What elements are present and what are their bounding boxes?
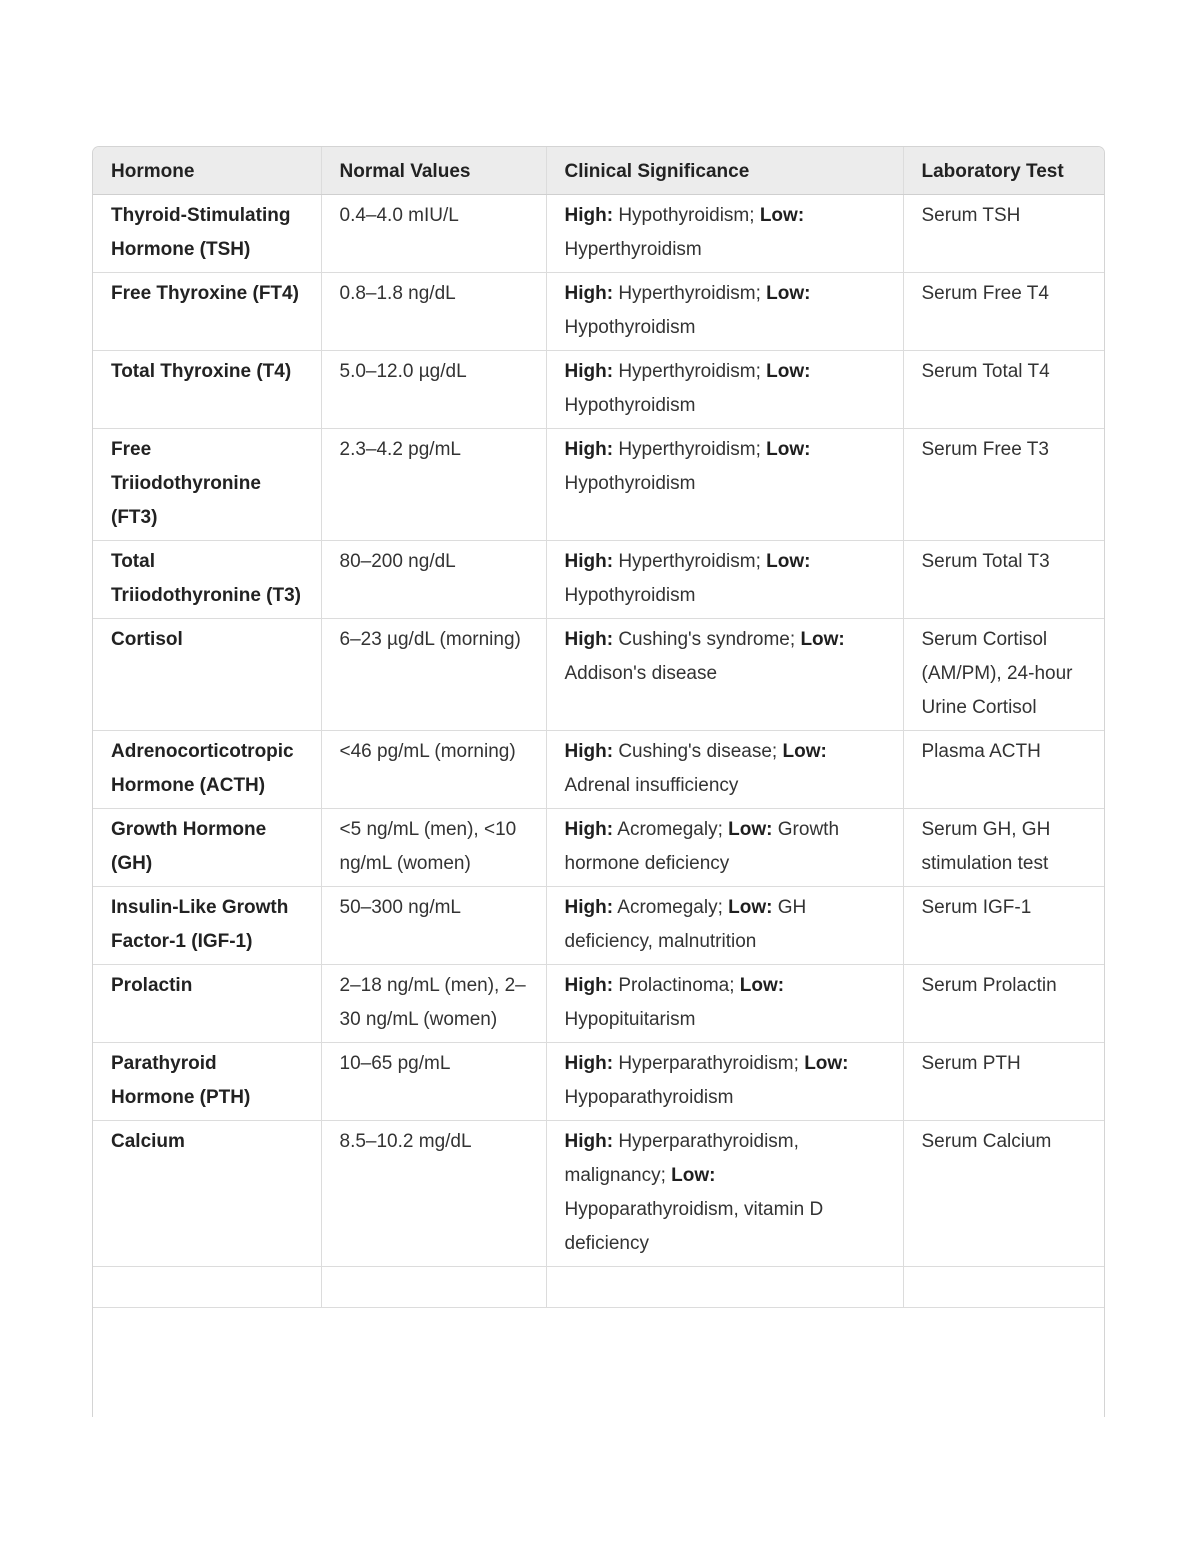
- high-label: High:: [564, 819, 614, 840]
- table-row: [93, 1043, 1104, 1121]
- cell-laboratory-test: Plasma ACTH: [903, 731, 1104, 809]
- cell-clinical-significance: [546, 619, 903, 731]
- cell-laboratory-test: Serum Calcium: [903, 1121, 1104, 1267]
- table-row: [93, 541, 1104, 619]
- cell-laboratory-test: Serum Prolactin: [903, 965, 1104, 1043]
- low-label: Low:: [766, 551, 811, 572]
- high-text: Hyperthyroidism;: [618, 439, 761, 460]
- empty-cell: [903, 1267, 1104, 1308]
- cell-clinical-significance: [546, 1121, 903, 1267]
- high-label: High:: [564, 741, 614, 762]
- high-text: Hyperthyroidism;: [618, 551, 761, 572]
- header-hormone: Hormone: [93, 147, 321, 195]
- empty-cell: [321, 1267, 546, 1308]
- high-label: High:: [564, 439, 614, 460]
- low-text: Hyperthyroidism: [564, 239, 702, 260]
- low-text: Addison's disease: [564, 663, 718, 684]
- cell-laboratory-test: Serum GH, GH stimulation test: [903, 809, 1104, 887]
- table-row: [93, 429, 1104, 541]
- hormone-table: [93, 147, 1104, 1308]
- low-label: Low:: [766, 439, 811, 460]
- header-row: [93, 147, 1104, 195]
- high-text: Hyperparathyroidism, malignancy;: [564, 1131, 799, 1186]
- cell-clinical-significance: [546, 273, 903, 351]
- high-label: High:: [564, 1131, 614, 1152]
- low-text: Growth hormone deficiency: [564, 819, 840, 874]
- high-text: Hyperparathyroidism;: [618, 1053, 799, 1074]
- table-row-cutoff: [93, 1267, 1104, 1308]
- cell-clinical-significance: [546, 809, 903, 887]
- cell-clinical-significance: [546, 541, 903, 619]
- cell-normal-values: 10–65 pg/mL: [321, 1043, 546, 1121]
- high-label: High:: [564, 629, 614, 650]
- cell-hormone: Total Triiodothyronine (T3): [93, 541, 321, 619]
- low-text: Hypothyroidism: [564, 473, 696, 494]
- high-text: Cushing's syndrome;: [618, 629, 796, 650]
- low-label: Low:: [804, 1053, 849, 1074]
- low-text: Hypoparathyroidism, vitamin D deficiency: [564, 1199, 824, 1254]
- cell-clinical-significance: [546, 195, 903, 273]
- cell-hormone: Free Thyroxine (FT4): [93, 273, 321, 351]
- cell-normal-values: <46 pg/mL (morning): [321, 731, 546, 809]
- cell-normal-values: 50–300 ng/mL: [321, 887, 546, 965]
- high-text: Acromegaly;: [617, 897, 723, 918]
- cell-laboratory-test: Serum Free T4: [903, 273, 1104, 351]
- low-text: GH deficiency, malnutrition: [564, 897, 807, 952]
- cell-hormone: Free Triiodothyronine (FT3): [93, 429, 321, 541]
- cell-normal-values: 80–200 ng/dL: [321, 541, 546, 619]
- cell-hormone: Growth Hormone (GH): [93, 809, 321, 887]
- cell-laboratory-test: Serum Cortisol (AM/PM), 24-hour Urine Cortisol: [903, 619, 1104, 731]
- table-row: [93, 351, 1104, 429]
- high-text: Hyperthyroidism;: [618, 361, 761, 382]
- table-row: [93, 273, 1104, 351]
- cell-clinical-significance: [546, 731, 903, 809]
- cell-hormone: Calcium: [93, 1121, 321, 1267]
- hormone-table-container: [92, 146, 1105, 1417]
- cell-clinical-significance: [546, 351, 903, 429]
- high-label: High:: [564, 551, 614, 572]
- cell-laboratory-test: Serum IGF-1: [903, 887, 1104, 965]
- table-row: [93, 809, 1104, 887]
- cell-clinical-significance: [546, 429, 903, 541]
- low-label: Low:: [800, 629, 845, 650]
- high-label: High:: [564, 361, 614, 382]
- cell-clinical-significance: [546, 887, 903, 965]
- header-laboratory-test: Laboratory Test: [903, 147, 1104, 195]
- cell-laboratory-test: Serum Free T3: [903, 429, 1104, 541]
- empty-cell: [93, 1267, 321, 1308]
- cell-hormone: Prolactin: [93, 965, 321, 1043]
- low-label: Low:: [671, 1165, 716, 1186]
- low-label: Low:: [766, 361, 811, 382]
- cell-normal-values: 8.5–10.2 mg/dL: [321, 1121, 546, 1267]
- cell-hormone: Cortisol: [93, 619, 321, 731]
- cell-hormone: Total Thyroxine (T4): [93, 351, 321, 429]
- cell-hormone: Thyroid-Stimulating Hormone (TSH): [93, 195, 321, 273]
- low-text: Hypothyroidism: [564, 317, 696, 338]
- low-text: Hypoparathyroidism: [564, 1087, 734, 1108]
- low-text: Adrenal insufficiency: [564, 775, 739, 796]
- cell-clinical-significance: [546, 965, 903, 1043]
- cell-clinical-significance: [546, 1043, 903, 1121]
- high-label: High:: [564, 1053, 614, 1074]
- cell-laboratory-test: Serum Total T4: [903, 351, 1104, 429]
- cell-normal-values: 0.8–1.8 ng/dL: [321, 273, 546, 351]
- table-row: [93, 1121, 1104, 1267]
- cell-normal-values: 6–23 µg/dL (morning): [321, 619, 546, 731]
- table-row: [93, 195, 1104, 273]
- high-label: High:: [564, 283, 614, 304]
- cell-normal-values: <5 ng/mL (men), <10 ng/mL (women): [321, 809, 546, 887]
- cell-normal-values: 2.3–4.2 pg/mL: [321, 429, 546, 541]
- table-header: [93, 147, 1104, 195]
- low-label: Low:: [766, 283, 811, 304]
- low-text: Hypothyroidism: [564, 585, 696, 606]
- cell-laboratory-test: Serum Total T3: [903, 541, 1104, 619]
- cell-hormone: Insulin-Like Growth Factor-1 (IGF-1): [93, 887, 321, 965]
- header-normal-values: Normal Values: [321, 147, 546, 195]
- high-label: High:: [564, 205, 614, 226]
- low-label: Low:: [782, 741, 827, 762]
- cell-normal-values: 2–18 ng/mL (men), 2–30 ng/mL (women): [321, 965, 546, 1043]
- table-row: [93, 731, 1104, 809]
- high-text: Hypothyroidism;: [618, 205, 755, 226]
- table-body: [93, 195, 1104, 1308]
- cell-hormone: Parathyroid Hormone (PTH): [93, 1043, 321, 1121]
- cell-hormone: Adrenocorticotropic Hormone (ACTH): [93, 731, 321, 809]
- high-text: Prolactinoma;: [618, 975, 735, 996]
- cell-normal-values: 0.4–4.0 mIU/L: [321, 195, 546, 273]
- cell-normal-values: 5.0–12.0 µg/dL: [321, 351, 546, 429]
- low-label: Low:: [728, 897, 773, 918]
- low-label: Low:: [739, 975, 785, 996]
- cell-laboratory-test: Serum TSH: [903, 195, 1104, 273]
- high-label: High:: [564, 975, 614, 996]
- low-text: Hypothyroidism: [564, 395, 696, 416]
- low-label: Low:: [759, 205, 805, 226]
- empty-cell: [546, 1267, 903, 1308]
- header-clinical-significance: Clinical Significance: [546, 147, 903, 195]
- low-label: Low:: [728, 819, 773, 840]
- cell-laboratory-test: Serum PTH: [903, 1043, 1104, 1121]
- high-text: Cushing's disease;: [618, 741, 778, 762]
- table-row: [93, 619, 1104, 731]
- low-text: Hypopituitarism: [564, 1009, 696, 1030]
- high-label: High:: [564, 897, 614, 918]
- high-text: Acromegaly;: [617, 819, 723, 840]
- high-text: Hyperthyroidism;: [618, 283, 761, 304]
- table-row: [93, 965, 1104, 1043]
- table-row: [93, 887, 1104, 965]
